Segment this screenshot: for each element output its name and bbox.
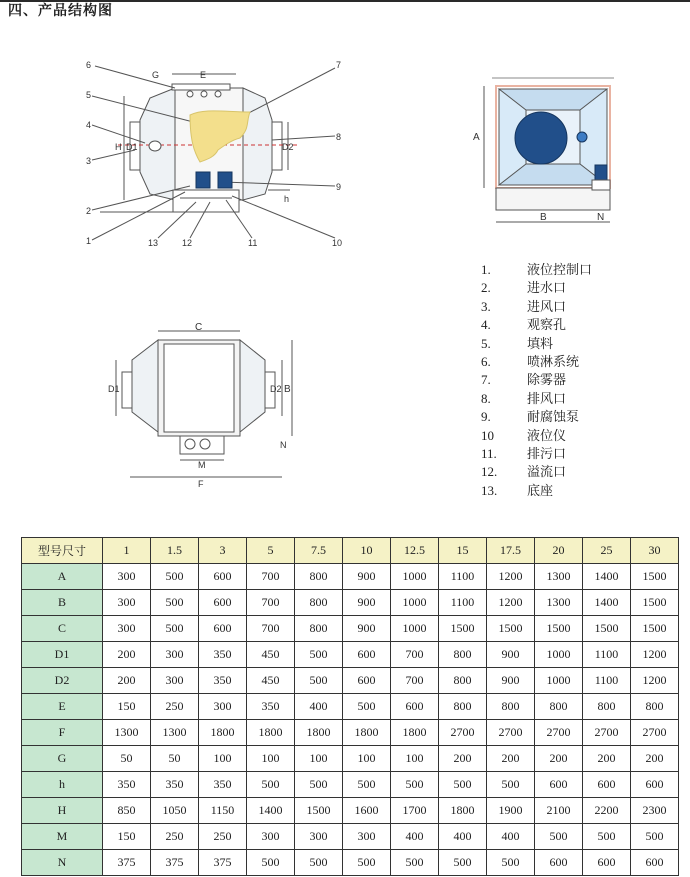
table-cell: 1500 (439, 616, 487, 642)
model-header: 17.5 (487, 538, 535, 564)
table-cell: 200 (535, 746, 583, 772)
callout-13: 13 (148, 238, 159, 248)
model-header: 7.5 (295, 538, 343, 564)
table-cell: 800 (487, 694, 535, 720)
legend-item (481, 261, 592, 279)
dim-B: B (540, 212, 547, 223)
top-dim-D2: D2 (270, 384, 282, 394)
table-cell: 500 (487, 772, 535, 798)
legend-label: 填料 (527, 336, 554, 352)
legend-num: 13. (481, 482, 498, 498)
table-cell: 900 (487, 668, 535, 694)
table-cell: 1000 (391, 590, 439, 616)
table-cell: 300 (295, 824, 343, 850)
dim-E: E (200, 70, 207, 80)
table-cell: 1150 (199, 798, 247, 824)
table-cell: 1600 (343, 798, 391, 824)
table-cell: 1200 (487, 564, 535, 590)
table-cell: 2100 (535, 798, 583, 824)
table-cell: 2700 (487, 720, 535, 746)
table-cell: 1000 (535, 642, 583, 668)
table-cell: 375 (199, 850, 247, 876)
table-cell: 700 (391, 668, 439, 694)
row-header: E (22, 694, 103, 720)
table-cell: 1800 (439, 798, 487, 824)
table-cell: 600 (199, 616, 247, 642)
table-cell: 100 (247, 746, 295, 772)
table-cell: 400 (487, 824, 535, 850)
legend-num: 2. (481, 280, 491, 296)
row-header: A (22, 564, 103, 590)
table-cell: 900 (487, 642, 535, 668)
table-cell: 500 (151, 590, 199, 616)
legend-label: 进风口 (527, 299, 567, 315)
table-cell: 1700 (391, 798, 439, 824)
table-cell: 1800 (295, 720, 343, 746)
table-row (22, 850, 679, 876)
dim-D2: D2 (282, 142, 294, 152)
table-cell: 2700 (439, 720, 487, 746)
table-cell: 150 (103, 694, 151, 720)
table-cell: 1500 (487, 616, 535, 642)
table-cell: 200 (631, 746, 679, 772)
table-cell: 450 (247, 668, 295, 694)
callout-1: 1 (86, 236, 92, 246)
spec-table-body (22, 564, 679, 876)
table-cell: 1500 (535, 616, 583, 642)
table-cell: 150 (103, 824, 151, 850)
table-cell: 350 (199, 668, 247, 694)
legend-num: 9. (481, 409, 491, 425)
top-view-diagram (105, 315, 305, 490)
table-row (22, 668, 679, 694)
table-cell: 1900 (487, 798, 535, 824)
table-cell: 500 (151, 616, 199, 642)
table-cell: 800 (535, 694, 583, 720)
table-cell: 500 (151, 564, 199, 590)
callout-11: 11 (248, 238, 258, 248)
legend-label: 液位控制口 (527, 263, 593, 278)
legend-item (481, 390, 592, 408)
legend-num: 3. (481, 298, 491, 314)
table-cell: 250 (199, 824, 247, 850)
row-header: D1 (22, 642, 103, 668)
legend-item (481, 463, 592, 481)
model-header: 15 (439, 538, 487, 564)
callout-9: 9 (336, 182, 342, 192)
callout-5: 5 (86, 90, 92, 100)
table-cell: 600 (535, 850, 583, 876)
table-cell: 800 (439, 694, 487, 720)
table-cell: 1500 (295, 798, 343, 824)
legend-item (481, 482, 592, 500)
table-cell: 600 (343, 668, 391, 694)
model-header: 25 (583, 538, 631, 564)
table-cell: 300 (103, 616, 151, 642)
table-cell: 500 (439, 772, 487, 798)
callout-8: 8 (336, 132, 342, 142)
row-header: F (22, 720, 103, 746)
legend-num: 10 (481, 427, 494, 443)
table-cell: 300 (151, 642, 199, 668)
table-cell: 2700 (631, 720, 679, 746)
table-cell: 500 (391, 772, 439, 798)
table-cell: 700 (247, 590, 295, 616)
model-header: 3 (199, 538, 247, 564)
table-cell: 700 (247, 616, 295, 642)
table-cell: 850 (103, 798, 151, 824)
callout-3: 3 (86, 156, 92, 166)
table-cell: 1400 (247, 798, 295, 824)
table-cell: 1000 (391, 564, 439, 590)
table-cell: 500 (487, 850, 535, 876)
table-cell: 300 (199, 694, 247, 720)
top-dim-B: B (284, 384, 291, 395)
top-dim-N: N (280, 440, 287, 450)
table-row (22, 798, 679, 824)
table-cell: 200 (103, 668, 151, 694)
model-header: 1 (103, 538, 151, 564)
table-cell: 2200 (583, 798, 631, 824)
table-cell: 500 (295, 642, 343, 668)
legend-label: 观察孔 (527, 318, 567, 334)
legend-num: 11. (481, 445, 497, 461)
table-cell: 200 (487, 746, 535, 772)
row-header: h (22, 772, 103, 798)
row-header: G (22, 746, 103, 772)
table-cell: 1800 (343, 720, 391, 746)
table-cell: 800 (583, 694, 631, 720)
legend-item (481, 316, 592, 334)
table-cell: 1800 (391, 720, 439, 746)
parts-legend (481, 261, 592, 500)
legend-label: 排污口 (527, 446, 567, 462)
table-cell: 350 (103, 772, 151, 798)
table-row (22, 720, 679, 746)
callout-7: 7 (336, 60, 342, 70)
legend-item (481, 353, 592, 371)
table-cell: 600 (199, 564, 247, 590)
table-cell: 50 (103, 746, 151, 772)
model-header: 20 (535, 538, 583, 564)
table-cell: 1400 (583, 590, 631, 616)
table-cell: 500 (343, 850, 391, 876)
table-cell: 800 (439, 668, 487, 694)
legend-num: 7. (481, 372, 491, 388)
table-row (22, 824, 679, 850)
table-cell: 500 (343, 694, 391, 720)
table-cell: 375 (103, 850, 151, 876)
legend-num: 6. (481, 353, 491, 369)
legend-label: 喷淋系统 (527, 354, 580, 370)
table-cell: 1300 (535, 590, 583, 616)
table-cell: 300 (343, 824, 391, 850)
legend-label: 液位仪 (527, 428, 567, 444)
table-cell: 900 (343, 564, 391, 590)
table-cell: 400 (391, 824, 439, 850)
section-title: 四、产品结构图 (8, 3, 113, 19)
table-cell: 600 (343, 642, 391, 668)
top-dim-D1: D1 (108, 384, 120, 394)
model-header: 5 (247, 538, 295, 564)
dim-N: N (597, 212, 605, 223)
table-row (22, 590, 679, 616)
table-cell: 1500 (583, 616, 631, 642)
table-cell: 300 (103, 590, 151, 616)
table-cell: 1500 (631, 616, 679, 642)
table-cell: 100 (199, 746, 247, 772)
table-cell: 600 (583, 850, 631, 876)
legend-num: 1. (481, 262, 491, 277)
legend-label: 底座 (527, 483, 554, 499)
table-cell: 600 (535, 772, 583, 798)
legend-num: 12. (481, 464, 498, 480)
table-cell: 500 (247, 772, 295, 798)
top-dim-C: C (195, 322, 203, 333)
callout-2: 2 (86, 206, 92, 216)
model-header: 10 (343, 538, 391, 564)
legend-item (481, 371, 592, 389)
table-row (22, 694, 679, 720)
table-cell: 800 (439, 642, 487, 668)
table-cell: 1100 (439, 590, 487, 616)
table-cell: 1200 (631, 642, 679, 668)
table-cell: 500 (391, 850, 439, 876)
model-header: 1.5 (151, 538, 199, 564)
table-cell: 1200 (631, 668, 679, 694)
row-header: D2 (22, 668, 103, 694)
legend-item (481, 298, 592, 316)
table-cell: 500 (247, 850, 295, 876)
table-cell: 1800 (199, 720, 247, 746)
table-cell: 600 (583, 772, 631, 798)
table-cell: 350 (247, 694, 295, 720)
table-cell: 100 (391, 746, 439, 772)
dim-G: G (152, 70, 160, 80)
table-cell: 1200 (487, 590, 535, 616)
table-cell: 1500 (631, 564, 679, 590)
legend-num: 5. (481, 335, 491, 351)
callout-10: 10 (332, 238, 343, 248)
table-cell: 800 (295, 564, 343, 590)
callout-4: 4 (86, 120, 92, 130)
table-cell: 1300 (535, 564, 583, 590)
model-header: 30 (631, 538, 679, 564)
legend-num: 4. (481, 317, 491, 333)
table-cell: 900 (343, 616, 391, 642)
dim-D1: D1 (126, 142, 138, 152)
table-cell: 600 (391, 694, 439, 720)
table-cell: 600 (631, 850, 679, 876)
table-cell: 350 (151, 772, 199, 798)
legend-label: 溢流口 (527, 465, 567, 481)
table-cell: 400 (439, 824, 487, 850)
table-cell: 250 (151, 694, 199, 720)
table-cell: 500 (343, 772, 391, 798)
spec-table (21, 537, 679, 876)
callout-6: 6 (86, 60, 92, 70)
table-cell: 500 (631, 824, 679, 850)
table-row (22, 772, 679, 798)
table-cell: 700 (247, 564, 295, 590)
table-row (22, 746, 679, 772)
legend-label: 排风口 (527, 391, 567, 407)
dim-h: h (284, 194, 290, 204)
table-cell: 1000 (391, 616, 439, 642)
table-cell: 500 (583, 824, 631, 850)
table-cell: 1300 (103, 720, 151, 746)
table-row (22, 642, 679, 668)
table-cell: 800 (295, 616, 343, 642)
top-dim-M: M (198, 460, 206, 470)
legend-label: 除雾器 (527, 373, 567, 389)
table-cell: 1400 (583, 564, 631, 590)
table-cell: 1100 (439, 564, 487, 590)
legend-item (481, 408, 592, 426)
table-cell: 2700 (535, 720, 583, 746)
table-row (22, 564, 679, 590)
table-cell: 100 (343, 746, 391, 772)
table-cell: 200 (439, 746, 487, 772)
table-cell: 1500 (631, 590, 679, 616)
table-cell: 50 (151, 746, 199, 772)
legend-item (481, 427, 592, 445)
table-cell: 500 (295, 668, 343, 694)
table-cell: 800 (631, 694, 679, 720)
table-cell: 600 (199, 590, 247, 616)
dim-H: H (115, 142, 122, 152)
table-cell: 350 (199, 642, 247, 668)
legend-item (481, 445, 592, 463)
table-cell: 1100 (583, 642, 631, 668)
table-cell: 500 (439, 850, 487, 876)
table-cell: 200 (583, 746, 631, 772)
corner-header: 型号尺寸 (22, 538, 103, 564)
table-cell: 800 (295, 590, 343, 616)
table-cell: 375 (151, 850, 199, 876)
table-cell: 350 (199, 772, 247, 798)
callout-12: 12 (182, 238, 193, 248)
table-cell: 500 (295, 772, 343, 798)
legend-label: 进水口 (527, 281, 567, 297)
legend-item (481, 279, 592, 297)
table-cell: 1300 (151, 720, 199, 746)
table-cell: 2300 (631, 798, 679, 824)
table-row (22, 616, 679, 642)
front-view-diagram (80, 55, 350, 255)
table-cell: 400 (295, 694, 343, 720)
table-cell: 500 (295, 850, 343, 876)
table-cell: 300 (103, 564, 151, 590)
side-view-diagram (470, 60, 650, 235)
table-cell: 700 (391, 642, 439, 668)
table-cell: 2700 (583, 720, 631, 746)
table-cell: 1800 (247, 720, 295, 746)
row-header: C (22, 616, 103, 642)
legend-num: 8. (481, 390, 491, 406)
table-cell: 1000 (535, 668, 583, 694)
table-cell: 300 (247, 824, 295, 850)
table-header-row (22, 538, 679, 564)
row-header: B (22, 590, 103, 616)
table-cell: 1050 (151, 798, 199, 824)
legend-item (481, 335, 592, 353)
table-cell: 450 (247, 642, 295, 668)
row-header: M (22, 824, 103, 850)
legend-label: 耐腐蚀泵 (527, 410, 580, 426)
table-cell: 900 (343, 590, 391, 616)
dim-A: A (473, 132, 480, 143)
table-cell: 250 (151, 824, 199, 850)
table-cell: 1100 (583, 668, 631, 694)
table-cell: 500 (535, 824, 583, 850)
table-cell: 100 (295, 746, 343, 772)
table-cell: 300 (151, 668, 199, 694)
top-dim-F: F (198, 479, 204, 489)
table-cell: 600 (631, 772, 679, 798)
row-header: N (22, 850, 103, 876)
row-header: H (22, 798, 103, 824)
table-cell: 200 (103, 642, 151, 668)
model-header: 12.5 (391, 538, 439, 564)
